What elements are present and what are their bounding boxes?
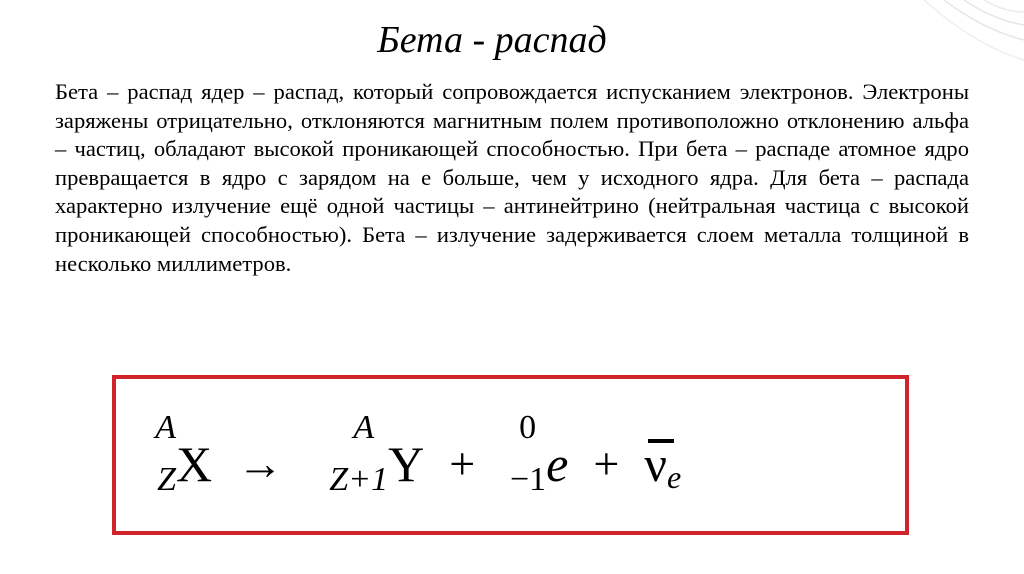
parent-mass-number: A xyxy=(155,409,176,446)
body-paragraph: Бета – распад ядер – распад, который сопровождается испусканием электронов. Электроны заряжены отрицательно, отклоняются магнитным полем противоположно отклонению альфа – частиц, обладают высокой проникающей способностью. При бета – распаде атомное ядро превращается в ядро с зарядом на е больше, чем у исходного ядра. Для бета – распада характерно излучение ещё одной частицы – антинейтрино (нейтральная частица с высокой проникающей способностью). Бета – излучение задерживается слоем металла толщиной в несколько миллиметров. xyxy=(55,79,969,276)
electron xyxy=(500,399,568,519)
antineutrino xyxy=(644,399,681,519)
antineutrino-symbol: ν xyxy=(644,436,667,492)
electron-charge-number: −1 xyxy=(509,461,547,498)
parent-symbol: X xyxy=(176,436,213,492)
parent-scripts xyxy=(146,399,176,519)
parent-nuclide xyxy=(146,399,212,519)
plus-sign-1: + xyxy=(449,438,476,489)
beta-decay-equation xyxy=(146,399,681,519)
electron-symbol: e xyxy=(546,436,569,492)
formula-box xyxy=(112,375,909,535)
plus-sign-2: + xyxy=(593,438,620,489)
electron-mass-number: 0 xyxy=(519,409,537,446)
parent-charge-number: Z xyxy=(157,461,176,498)
daughter-scripts xyxy=(308,399,388,519)
electron-scripts xyxy=(500,399,546,519)
daughter-charge-number: Z+1 xyxy=(329,461,389,498)
daughter-symbol: Y xyxy=(388,436,425,492)
daughter-nuclide xyxy=(308,399,424,519)
reaction-arrow: → xyxy=(237,438,284,489)
slide-title: Бета - распад xyxy=(377,19,607,61)
antineutrino-subscript: e xyxy=(666,459,682,495)
daughter-mass-number: A xyxy=(353,409,375,446)
